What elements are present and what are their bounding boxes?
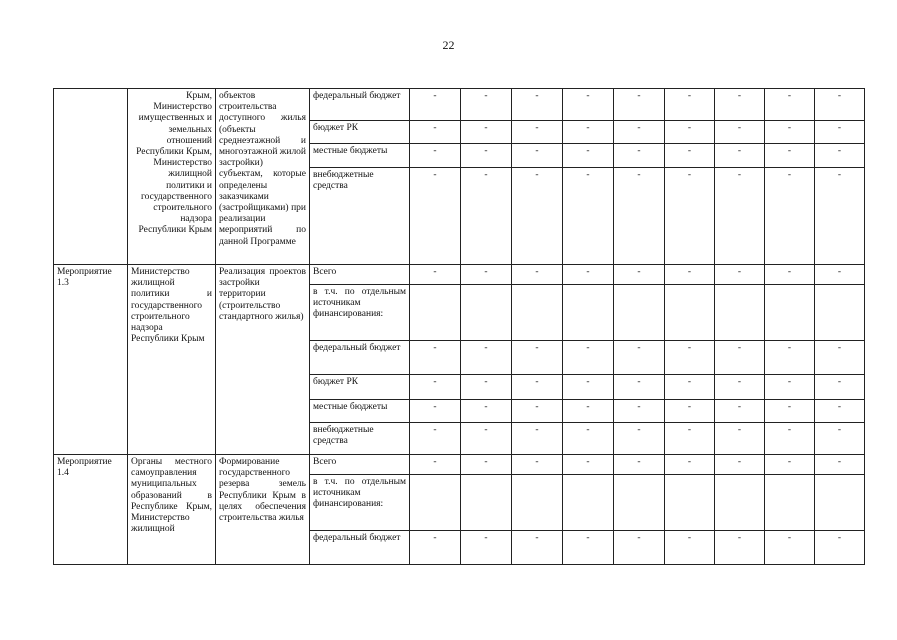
funding-source-cell: в т.ч. по отдельным источникам финансирования: bbox=[310, 475, 410, 531]
executor-cell: Крым, Министерство имущественных и земельных отношений Республики Крым, Министерство жилищной политики и государственного строительного надзора Республики Крым bbox=[128, 89, 216, 265]
value-cell: - bbox=[665, 423, 715, 455]
event-cell: Мероприятие 1.3 bbox=[54, 265, 128, 455]
value-cell bbox=[715, 285, 765, 341]
value-cell: - bbox=[665, 89, 715, 121]
value-cell: - bbox=[815, 341, 865, 375]
value-cell: - bbox=[665, 531, 715, 565]
value-cell: - bbox=[563, 265, 614, 285]
value-cell: - bbox=[815, 144, 865, 168]
value-cell: - bbox=[715, 89, 765, 121]
value-cell: - bbox=[410, 341, 461, 375]
value-cell: - bbox=[765, 531, 815, 565]
funding-source-cell: федеральный бюджет bbox=[310, 341, 410, 375]
funding-source-cell: местные бюджеты bbox=[310, 144, 410, 168]
value-cell bbox=[563, 475, 614, 531]
funding-source-cell: внебюджетные средства bbox=[310, 423, 410, 455]
funding-source-cell: бюджет РК bbox=[310, 121, 410, 144]
value-cell: - bbox=[765, 341, 815, 375]
executor-cell: Органы местного самоуправления муниципальных образований в Республике Крым, Министерство жилищной bbox=[128, 455, 216, 565]
value-cell: - bbox=[512, 531, 563, 565]
value-cell bbox=[461, 285, 512, 341]
value-cell bbox=[765, 285, 815, 341]
value-cell: - bbox=[410, 121, 461, 144]
value-cell: - bbox=[765, 400, 815, 423]
description-cell: Реализация проектов застройки территории (строительство стандартного жилья) bbox=[216, 265, 310, 455]
value-cell: - bbox=[512, 423, 563, 455]
value-cell: - bbox=[815, 121, 865, 144]
table-row bbox=[54, 455, 865, 475]
value-cell: - bbox=[512, 144, 563, 168]
value-cell bbox=[665, 285, 715, 341]
value-cell bbox=[715, 475, 765, 531]
value-cell: - bbox=[563, 455, 614, 475]
value-cell: - bbox=[614, 89, 665, 121]
value-cell: - bbox=[765, 265, 815, 285]
value-cell bbox=[563, 285, 614, 341]
budget-table-body bbox=[54, 89, 865, 565]
value-cell: - bbox=[815, 375, 865, 400]
funding-source-cell: местные бюджеты bbox=[310, 400, 410, 423]
value-cell: - bbox=[614, 531, 665, 565]
value-cell: - bbox=[665, 121, 715, 144]
value-cell: - bbox=[715, 144, 765, 168]
value-cell: - bbox=[512, 400, 563, 423]
value-cell: - bbox=[410, 455, 461, 475]
value-cell bbox=[665, 475, 715, 531]
value-cell: - bbox=[563, 423, 614, 455]
value-cell: - bbox=[614, 168, 665, 265]
funding-source-cell: Всего bbox=[310, 455, 410, 475]
value-cell: - bbox=[665, 375, 715, 400]
value-cell: - bbox=[715, 455, 765, 475]
value-cell: - bbox=[410, 265, 461, 285]
value-cell: - bbox=[461, 455, 512, 475]
funding-source-cell: бюджет РК bbox=[310, 375, 410, 400]
value-cell: - bbox=[614, 144, 665, 168]
value-cell: - bbox=[512, 375, 563, 400]
value-cell: - bbox=[815, 531, 865, 565]
value-cell: - bbox=[715, 423, 765, 455]
value-cell: - bbox=[665, 455, 715, 475]
value-cell: - bbox=[765, 89, 815, 121]
value-cell: - bbox=[563, 341, 614, 375]
value-cell: - bbox=[765, 455, 815, 475]
funding-source-cell: Всего bbox=[310, 265, 410, 285]
value-cell: - bbox=[512, 121, 563, 144]
page-number: 22 bbox=[442, 38, 455, 52]
value-cell: - bbox=[665, 400, 715, 423]
value-cell: - bbox=[410, 375, 461, 400]
value-cell: - bbox=[815, 423, 865, 455]
value-cell: - bbox=[410, 89, 461, 121]
value-cell bbox=[512, 285, 563, 341]
value-cell: - bbox=[563, 121, 614, 144]
value-cell: - bbox=[715, 531, 765, 565]
value-cell: - bbox=[765, 375, 815, 400]
value-cell: - bbox=[461, 144, 512, 168]
funding-source-cell: федеральный бюджет bbox=[310, 531, 410, 565]
value-cell bbox=[765, 475, 815, 531]
value-cell bbox=[410, 285, 461, 341]
value-cell: - bbox=[461, 265, 512, 285]
value-cell: - bbox=[715, 168, 765, 265]
value-cell: - bbox=[461, 423, 512, 455]
description-cell: Формирование государственного резерва земель Республики Крым в целях обеспечения строительства жилья bbox=[216, 455, 310, 565]
value-cell: - bbox=[715, 265, 765, 285]
value-cell: - bbox=[512, 89, 563, 121]
value-cell bbox=[815, 475, 865, 531]
value-cell: - bbox=[563, 531, 614, 565]
funding-source-cell: внебюджетные средства bbox=[310, 168, 410, 265]
value-cell: - bbox=[715, 341, 765, 375]
value-cell: - bbox=[665, 341, 715, 375]
value-cell: - bbox=[614, 423, 665, 455]
value-cell: - bbox=[563, 168, 614, 265]
value-cell: - bbox=[461, 121, 512, 144]
value-cell: - bbox=[563, 375, 614, 400]
value-cell bbox=[614, 285, 665, 341]
value-cell: - bbox=[512, 341, 563, 375]
value-cell: - bbox=[461, 168, 512, 265]
value-cell bbox=[614, 475, 665, 531]
value-cell: - bbox=[665, 265, 715, 285]
value-cell: - bbox=[815, 455, 865, 475]
value-cell: - bbox=[715, 121, 765, 144]
value-cell bbox=[512, 475, 563, 531]
value-cell: - bbox=[815, 265, 865, 285]
value-cell: - bbox=[410, 423, 461, 455]
funding-source-cell: федеральный бюджет bbox=[310, 89, 410, 121]
table-row bbox=[54, 89, 865, 121]
value-cell: - bbox=[461, 341, 512, 375]
event-cell: Мероприятие 1.4 bbox=[54, 455, 128, 565]
value-cell bbox=[410, 475, 461, 531]
value-cell: - bbox=[815, 168, 865, 265]
value-cell: - bbox=[563, 144, 614, 168]
value-cell: - bbox=[765, 121, 815, 144]
value-cell: - bbox=[461, 400, 512, 423]
value-cell: - bbox=[461, 89, 512, 121]
value-cell: - bbox=[410, 531, 461, 565]
value-cell: - bbox=[461, 531, 512, 565]
value-cell: - bbox=[410, 400, 461, 423]
value-cell: - bbox=[614, 265, 665, 285]
value-cell: - bbox=[665, 168, 715, 265]
value-cell: - bbox=[410, 168, 461, 265]
budget-table bbox=[53, 88, 865, 565]
value-cell: - bbox=[765, 423, 815, 455]
value-cell: - bbox=[815, 400, 865, 423]
value-cell bbox=[815, 285, 865, 341]
value-cell: - bbox=[665, 144, 715, 168]
value-cell: - bbox=[512, 168, 563, 265]
value-cell: - bbox=[563, 89, 614, 121]
value-cell: - bbox=[410, 144, 461, 168]
value-cell: - bbox=[815, 89, 865, 121]
value-cell: - bbox=[563, 400, 614, 423]
value-cell: - bbox=[512, 455, 563, 475]
value-cell: - bbox=[765, 168, 815, 265]
value-cell: - bbox=[715, 400, 765, 423]
value-cell: - bbox=[614, 455, 665, 475]
value-cell: - bbox=[715, 375, 765, 400]
value-cell: - bbox=[614, 341, 665, 375]
executor-cell: Министерство жилищной политики и государственного строительного надзора Республики Крым bbox=[128, 265, 216, 455]
value-cell bbox=[461, 475, 512, 531]
value-cell: - bbox=[765, 144, 815, 168]
event-cell bbox=[54, 89, 128, 265]
value-cell: - bbox=[614, 121, 665, 144]
value-cell: - bbox=[461, 375, 512, 400]
funding-source-cell: в т.ч. по отдельным источникам финансирования: bbox=[310, 285, 410, 341]
table-row bbox=[54, 265, 865, 285]
description-cell: объектов строительства доступного жилья (объекты среднеэтажной и многоэтажной жилой застройки) субъектам, которые определены заказчиками (застройщиками) при реализации мероприятий по данной Программе bbox=[216, 89, 310, 265]
value-cell: - bbox=[614, 400, 665, 423]
value-cell: - bbox=[512, 265, 563, 285]
value-cell: - bbox=[614, 375, 665, 400]
